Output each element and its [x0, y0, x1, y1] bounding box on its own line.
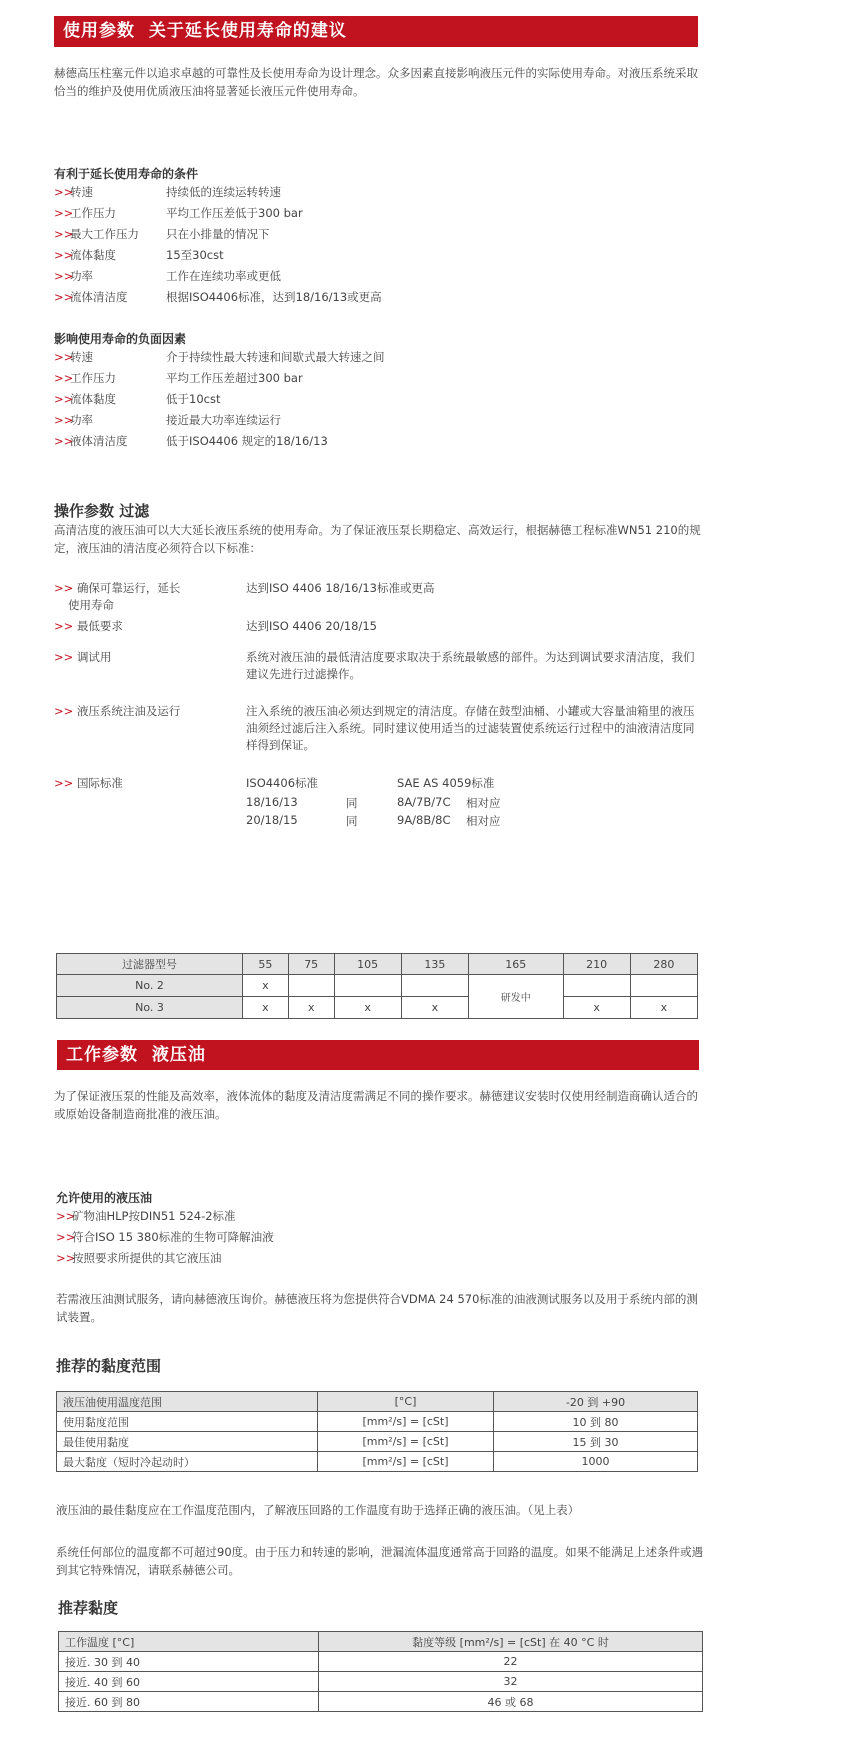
filter-row-value: 达到ISO 4406 20/18/15 [246, 619, 377, 633]
section-banner-usage: 使用参数 关于延长使用寿命的建议 [54, 16, 698, 47]
table-cell: 15 到 30 [494, 1432, 698, 1452]
table-cell: x [288, 997, 334, 1019]
table-cell: 46 或 68 [319, 1692, 703, 1712]
table-cell: 32 [319, 1672, 703, 1692]
table-header-cell: 黏度等级 [mm²/s] = [cSt] 在 40 °C 时 [319, 1632, 703, 1652]
negative-heading: 影响使用寿命的负面因素 [54, 332, 187, 346]
filter-intro: 高清洁度的液压油可以大大延长液压系统的使用寿命。为了保证液压泵长期稳定、高效运行，根据赫德工程标准WN51 210的规定，液压油的清洁度必须符合以下标准： [54, 523, 701, 555]
table-row [59, 1652, 703, 1672]
list-item: >> 转速 介于持续性最大转速和间歇式最大转速之间 [54, 350, 385, 364]
allowed-oil-heading: 允许使用的液压油 [56, 1191, 153, 1205]
table-cell: [mm²/s] = [cSt] [318, 1452, 494, 1472]
table-cell: 接近. 40 到 60 [59, 1672, 319, 1692]
table-header-row [59, 1632, 703, 1652]
table-header-cell: 210 [563, 954, 630, 975]
recommended-viscosity-table [58, 1631, 703, 1712]
usage-intro: 赫德高压柱塞元件以追求卓越的可靠性及长使用寿命为设计理念。众多因素直接影响液压元件的实际使用寿命。对液压系统采取恰当的维护及使用优质液压油将显著延长液压元件使用寿命。 [54, 66, 698, 98]
table-cell: x [243, 975, 289, 997]
viscosity-note: 液压油的最佳黏度应在工作温度范围内，了解液压回路的工作温度有助于选择正确的液压油。（见上表） [56, 1503, 580, 1517]
filter-requirements [54, 580, 704, 840]
list-item: >> 流体清洁度 根据ISO4406标准，达到18/16/13或更高 [54, 290, 382, 304]
recommended-viscosity-title: 推荐黏度 [58, 1599, 119, 1617]
table-cell: 22 [319, 1652, 703, 1672]
filter-row-value: 注入系统的液压油必须达到规定的清洁度。存储在鼓型油桶、小罐或大容量油箱里的液压油须经过滤后注入系统。同时建议使用适当的过滤装置使系统运行过程中的油液清洁度同样得到保证。 [246, 704, 695, 752]
sae-value: 9A/8B/8C [397, 813, 451, 827]
table-row [59, 1692, 703, 1712]
table-cell [630, 975, 697, 997]
table-cell [334, 975, 401, 997]
list-item: >> 流体黏度 低于10cst [54, 392, 221, 406]
table-cell: No. 2 [57, 975, 243, 997]
list-item: >> 工作压力 平均工作压差低于300 bar [54, 206, 303, 220]
list-item: >> 最大工作压力 只在小排量的情况下 [54, 227, 270, 241]
list-item: >> 工作压力 平均工作压差超过300 bar [54, 371, 303, 385]
table-cell: [mm²/s] = [cSt] [318, 1412, 494, 1432]
viscosity-range-title: 推荐的黏度范围 [56, 1357, 162, 1375]
table-row [57, 997, 698, 1019]
iso-header: ISO4406标准 [246, 776, 319, 790]
table-row [57, 975, 698, 997]
table-header-cell: 280 [630, 954, 697, 975]
table-row [57, 1412, 698, 1432]
table-cell: 最大黏度（短时冷起动时） [57, 1452, 318, 1472]
iso-value: 18/16/13 [246, 795, 298, 809]
table-cell: x [401, 997, 468, 1019]
filter-row-label: >> 液压系统注油及运行 [54, 704, 181, 718]
viscosity-range-table [56, 1391, 698, 1472]
table-header-cell: 135 [401, 954, 468, 975]
filter-model-table [56, 953, 698, 1019]
table-cell: 接近. 30 到 40 [59, 1652, 319, 1672]
iso-value: 20/18/15 [246, 813, 298, 827]
table-cell: No. 3 [57, 997, 243, 1019]
sae-header: SAE AS 4059标准 [397, 776, 495, 790]
correspond-text: 相对应 [466, 814, 501, 828]
section-banner-oil: 工作参数 液压油 [57, 1040, 699, 1070]
table-row [57, 1432, 698, 1452]
table-cell: 10 到 80 [494, 1412, 698, 1432]
table-cell: [°C] [318, 1392, 494, 1412]
filter-row-value: 达到ISO 4406 18/16/13标准或更高 [246, 581, 435, 595]
filter-row-label: >> 调试用 [54, 650, 112, 664]
list-item: >> 转速 持续低的连续运转转速 [54, 185, 281, 199]
correspond-text: 相对应 [466, 796, 501, 810]
table-cell: x [630, 997, 697, 1019]
table-cell: [mm²/s] = [cSt] [318, 1432, 494, 1452]
table-row [57, 1452, 698, 1472]
filter-row-label: >> 确保可靠运行，延长 使用寿命 [54, 581, 181, 612]
table-header-cell: 105 [334, 954, 401, 975]
filter-row-value: 系统对液压油的最低清洁度要求取决于系统最敏感的部件。为达到调试要求清洁度，我们建议先进行过滤操作。 [246, 650, 695, 681]
table-header-cell: 55 [243, 954, 289, 975]
table-header-row [57, 954, 698, 975]
table-header-cell: 过滤器型号 [57, 954, 243, 975]
table-header-cell: 75 [288, 954, 334, 975]
list-item: >> 功率 接近最大功率连续运行 [54, 413, 281, 427]
table-cell: x [334, 997, 401, 1019]
oil-intro: 为了保证液压泵的性能及高效率，液体流体的黏度及清洁度需满足不同的操作要求。赫德建议安装时仅使用经制造商确认适合的或原始设备制造商批准的液压油。 [54, 1089, 698, 1121]
temperature-note: 系统任何部位的温度都不可超过90度。由于压力和转速的影响，泄漏流体温度通常高于回路的温度。如果不能满足上述条件或遇到其它特殊情况，请联系赫德公司。 [56, 1545, 704, 1577]
filter-row-label: >> 最低要求 [54, 619, 123, 633]
sae-value: 8A/7B/7C [397, 795, 451, 809]
list-item: >> 矿物油HLP按DIN51 524-2标准 [56, 1209, 236, 1223]
list-item: >> 符合ISO 15 380标准的生物可降解油液 [56, 1230, 274, 1244]
table-cell: 1000 [494, 1452, 698, 1472]
table-row [59, 1672, 703, 1692]
positive-list [54, 182, 704, 308]
list-item: >> 功率 工作在连续功率或更低 [54, 269, 281, 283]
list-item: >> 按照要求所提供的其它液压油 [56, 1251, 222, 1265]
equal-mark: 同 [346, 796, 358, 810]
table-cell: 液压油使用温度范围 [57, 1392, 318, 1412]
allowed-oil-list [56, 1206, 706, 1269]
table-cell: 使用黏度范围 [57, 1412, 318, 1432]
table-cell [288, 975, 334, 997]
table-cell [401, 975, 468, 997]
oil-test-note: 若需液压油测试服务，请向赫德液压询价。赫德液压将为您提供符合VDMA 24 570标准的油液测试服务以及用于系统内部的测试装置。 [56, 1292, 698, 1324]
equal-mark: 同 [346, 814, 358, 828]
table-header-cell: 165 [468, 954, 563, 975]
table-cell: 研发中 [468, 975, 563, 1019]
filter-section-title: 操作参数 过滤 [54, 502, 150, 520]
list-item: >> 流体黏度 15至30cst [54, 248, 224, 262]
intl-standard-label: >> 国际标准 [54, 776, 123, 790]
table-cell: -20 到 +90 [494, 1392, 698, 1412]
table-cell: 最佳使用黏度 [57, 1432, 318, 1452]
table-cell: x [243, 997, 289, 1019]
negative-list [54, 347, 704, 452]
table-cell: x [563, 997, 630, 1019]
list-item: >> 液体清洁度 低于ISO4406 规定的18/16/13 [54, 434, 328, 448]
table-cell: 接近. 60 到 80 [59, 1692, 319, 1712]
table-header-cell: 工作温度 [°C] [59, 1632, 319, 1652]
table-row [57, 1392, 698, 1412]
table-cell [563, 975, 630, 997]
positive-heading: 有利于延长使用寿命的条件 [54, 167, 199, 181]
